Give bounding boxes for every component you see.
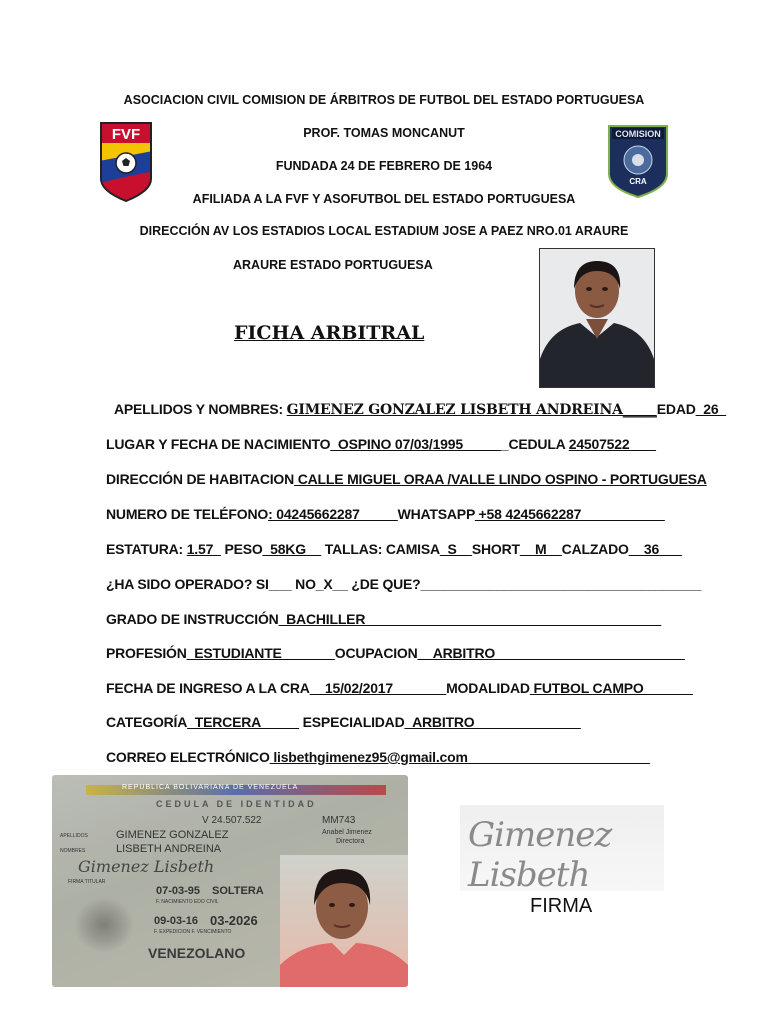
id-card-fechas-label: F. EXPEDICION F. VENCIMIENTO (154, 929, 232, 935)
id-card-photo (52, 775, 408, 987)
tallas-label: TALLAS: CAMISA (321, 541, 440, 557)
cra-logo-mid-text: CRA (629, 177, 647, 186)
cra-logo (607, 124, 669, 199)
estatura-label: ESTATURA: (106, 541, 187, 557)
edad-label: EDAD (656, 401, 696, 417)
calzado-label: CALZADO (561, 541, 629, 557)
short-value: __M__ (519, 541, 562, 557)
header-association: ASOCIACION CIVIL COMISION DE ÁRBITROS DE FUTBOL DEL ESTADO PORTUGUESA (123, 93, 645, 107)
correo-label: CORREO ELECTRÓNICO (106, 749, 270, 765)
direccion-label: DIRECCIÓN DE HABITACION (106, 471, 295, 487)
row-operado (106, 576, 701, 592)
modalidad-value: FUTBOL CAMPO_____ _ (529, 680, 693, 696)
edad-value: _26_ (695, 401, 726, 417)
id-card-code: MM743 (322, 815, 356, 826)
profile-photo (539, 248, 655, 388)
row-nombres (114, 401, 726, 418)
id-card-republica: REPUBLICA BOLIVARIANA DE VENEZUELA (122, 784, 299, 791)
signature-image (460, 805, 664, 895)
whatsapp-value: +58 4245662287___________ (474, 506, 665, 522)
categoria-label: CATEGORÍA (106, 714, 188, 730)
row-direccion (106, 471, 707, 487)
id-card-nombres: LISBETH ANDREINA (116, 843, 222, 855)
header-president: PROF. TOMAS MONCANUT (303, 126, 465, 140)
header-affiliation: AFILIADA A LA FVF Y ASOFUTBOL DEL ESTADO PORTUGUESA (192, 192, 576, 206)
fvf-logo (99, 121, 153, 203)
id-card-nombres-label: NOMBRES (60, 848, 86, 854)
nacimiento-label: LUGAR Y FECHA DE NACIMIENTO (106, 436, 331, 452)
signature-handwriting: Gimenez Lisbeth (468, 815, 612, 895)
id-card-portrait (280, 855, 408, 987)
grado-value: _BACHILLER_______________________________________ (278, 611, 662, 627)
row-grado (106, 611, 661, 627)
telefono-label: NUMERO DE TELÉFONO (106, 506, 269, 522)
row-profesion (106, 645, 685, 661)
header-address: DIRECCIÓN AV LOS ESTADIOS LOCAL ESTADIUM JOSE A PAEZ NRO.01 ARAURE (139, 224, 629, 238)
id-card-fingerprint (74, 897, 134, 953)
fvf-logo-text: FVF (111, 126, 141, 143)
cra-logo-top-text: COMISION (615, 129, 661, 139)
categoria-value: _TERCERA_____ (187, 714, 299, 730)
correo-value: lisbethgimenez95@gmail.com________________________ (269, 749, 650, 765)
camisa-value: _S__ (439, 541, 472, 557)
row-categoria (106, 714, 581, 730)
nombres-label: APELLIDOS Y NOMBRES: (114, 401, 287, 417)
id-card-vencimiento: 03-2026 (210, 913, 258, 928)
id-card-nacionalidad: VENEZOLANO (148, 945, 246, 961)
ocupacion-value: __ARBITRO_________________________ (417, 645, 685, 661)
document-title: FICHA ARBITRAL (234, 322, 425, 344)
row-correo (106, 749, 650, 765)
id-card-firmante: Anabel Jimenez (322, 829, 372, 836)
nombres-value: GIMENEZ GONZALEZ LISBETH ANDREINA_____ (286, 402, 657, 418)
peso-value: _58KG__ (262, 541, 322, 557)
id-card-cargo: Directora (336, 838, 365, 845)
id-card-expedicion: 09-03-16 (154, 915, 199, 927)
id-card-firma-titular: FIRMA TITULAR (68, 879, 106, 885)
id-card-apellidos: GIMENEZ GONZALEZ (116, 829, 229, 841)
row-nacimiento (106, 436, 656, 452)
signature-label: FIRMA (530, 895, 593, 917)
estatura-value: 1.57_ (186, 541, 221, 557)
cedula-value: 24507522 ___ (568, 436, 656, 452)
row-ingreso (106, 680, 693, 696)
whatsapp-label: WHATSAPP (397, 506, 475, 522)
operado-text: ¿HA SIDO OPERADO? SI___ NO_X__ ¿DE QUE?_____________________________________ (106, 576, 702, 592)
id-card-cedula-identidad: CEDULA DE IDENTIDAD (156, 799, 317, 809)
row-estatura (106, 541, 682, 557)
calzado-value: __36___ (628, 541, 682, 557)
ocupacion-label: OCUPACION (334, 645, 418, 661)
direccion-value: CALLE MIGUEL ORAA /VALLE LINDO OSPINO - PORTUGUESA (294, 471, 707, 487)
profesion-label: PROFESIÓN (106, 645, 187, 661)
short-label: SHORT (471, 541, 520, 557)
nacimiento-value: _OSPINO 07/03/1995_____ (330, 436, 501, 452)
profesion-value: _ESTUDIANTE_______ (186, 645, 335, 661)
id-card-number: V 24.507.522 (202, 815, 262, 826)
cedula-label: _CEDULA (500, 436, 569, 452)
grado-label: GRADO DE INSTRUCCIÓN (106, 611, 279, 627)
ingreso-value: __15/02/2017_______ (309, 680, 447, 696)
peso-label: PESO (220, 541, 263, 557)
header-founded: FUNDADA 24 DE FEBRERO DE 1964 (275, 159, 493, 173)
id-card-signature: Gimenez Lisbeth (78, 857, 215, 876)
especialidad-label: ESPECIALIDAD (298, 714, 405, 730)
id-card-apellidos-label: APELLIDOS (60, 833, 88, 839)
id-card-estado-civil: SOLTERA (212, 885, 264, 897)
id-card-nacimiento: 07-03-95 (156, 885, 201, 897)
modalidad-label: MODALIDAD (446, 680, 530, 696)
row-telefono (106, 506, 665, 522)
especialidad-value: _ARBITRO______________ (404, 714, 581, 730)
header-city: ARAURE ESTADO PORTUGUESA (233, 258, 433, 272)
telefono-value: : 04245662287_____ (268, 506, 398, 522)
ingreso-label: FECHA DE INGRESO A LA CRA (106, 680, 310, 696)
id-card-nacimiento-label: F. NACIMIENTO EDO CIVIL (156, 899, 219, 905)
